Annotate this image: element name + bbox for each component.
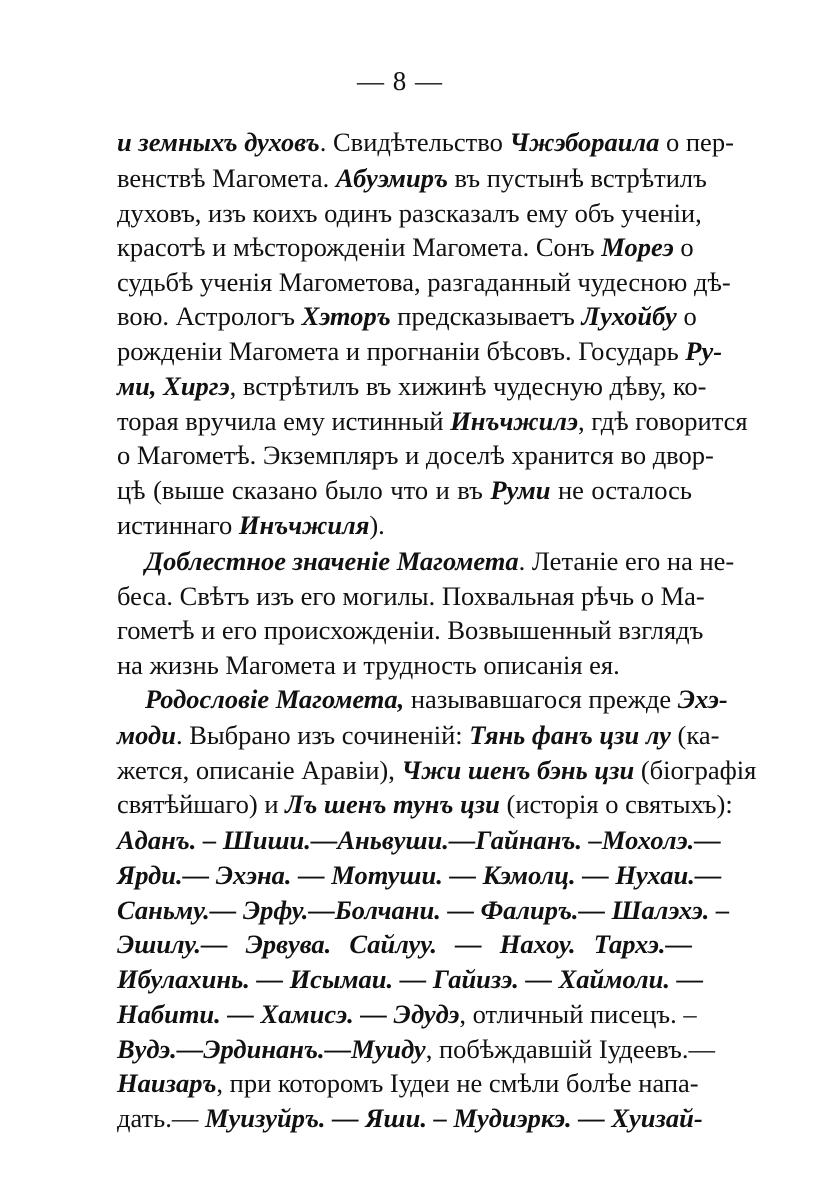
italic-name: Муизуйръ. — Яши. – Мудиэркэ. — Хуизай-	[204, 1103, 703, 1133]
italic-name: Ру-	[685, 336, 723, 366]
italic-name: Инъчжиля	[238, 510, 370, 540]
text-line	[117, 857, 722, 893]
text-line	[117, 507, 692, 543]
text-run: ).	[369, 510, 385, 540]
text-line	[117, 1031, 715, 1067]
text-line	[117, 892, 730, 928]
text-line	[117, 926, 692, 962]
page-number: — 8 —	[357, 66, 443, 96]
text-line	[117, 264, 731, 300]
text-run: святѣйшаго) и	[117, 789, 286, 819]
text-run: (біографія	[634, 755, 757, 785]
text-run: торая вручила ему истинный	[117, 406, 451, 436]
italic-name: Наизаръ	[117, 1068, 217, 1098]
italic-name: Аданъ. – Шиши.—Аньвуши.—Гайнанъ. –Мохолэ.—	[117, 825, 721, 855]
text-line	[117, 578, 705, 614]
text-run: (ка-	[670, 720, 720, 750]
text-run: истиннаго	[117, 510, 239, 540]
text-line	[117, 195, 702, 231]
text-line	[117, 1100, 703, 1136]
text-run: вою. Астрологъ	[117, 301, 302, 331]
italic-name: Доблестное значеніе Магомета	[145, 546, 519, 576]
italic-name: Мореэ	[601, 232, 674, 262]
text-run: о пер-	[659, 127, 734, 157]
italic-name: Лухойбу	[581, 301, 677, 331]
text-line	[117, 124, 734, 160]
text-line	[117, 437, 714, 473]
italic-name: Чжэбораила	[509, 127, 660, 157]
text-run: . Выбрано изъ сочиненій:	[175, 720, 470, 750]
text-run: судьбѣ ученія Магометова, разгаданный чудесною дѣ-	[117, 267, 731, 297]
italic-name: Ярди.— Эхэна. — Мотуши. — Кэмолц. — Нухаи.—	[117, 860, 722, 890]
text-run: беса. Свѣтъ изъ его могилы. Похвальная рѣчь о Ма-	[117, 581, 705, 611]
text-line	[117, 368, 707, 404]
italic-name: Чжи шенъ бэнь цзи	[401, 755, 635, 785]
italic-name: Эшилу.— Эрвува. Сайлуу. — Нахоу. Тархэ.—	[117, 929, 692, 959]
text-line	[117, 822, 721, 858]
text-line	[145, 681, 728, 717]
text-line	[117, 403, 748, 439]
italic-name: Вудэ.—Эрдинанъ.—Муиду	[117, 1034, 426, 1064]
text-run: венствѣ Магомета.	[117, 163, 336, 193]
text-line	[117, 996, 697, 1032]
text-run: жется, описаніе Аравіи),	[117, 755, 402, 785]
text-run: духовъ, изъ коихъ одинъ разсказалъ ему объ ученіи,	[117, 198, 702, 228]
text-line	[117, 752, 757, 788]
text-line	[117, 961, 704, 997]
text-run: , встрѣтилъ въ хижинѣ чудесную дѣву, ко-	[229, 371, 707, 401]
text-run: не осталось	[550, 475, 692, 505]
italic-name: ми, Хиргэ	[117, 371, 230, 401]
text-line	[117, 333, 723, 369]
text-line	[117, 472, 692, 508]
text-run: о	[673, 232, 694, 262]
text-run: . Летаніе его на не-	[518, 546, 735, 576]
italic-name: Набити. — Хамисэ. — Эдудэ	[117, 999, 460, 1029]
italic-name: и земныхъ духовъ	[117, 127, 320, 157]
text-line	[117, 786, 733, 822]
italic-name: моди	[117, 720, 176, 750]
italic-name: Тянь фанъ цзи лу	[469, 720, 671, 750]
italic-name: Хэторъ	[301, 301, 391, 331]
italic-name: Инъчжилэ	[450, 406, 578, 436]
italic-name: Лъ шенъ тунъ цзи	[285, 789, 500, 819]
text-line	[117, 160, 707, 196]
italic-name: Саньму.— Эрфу.—Болчани. — Фалиръ.— Шалэхэ. –	[117, 895, 730, 925]
text-run: о Магометѣ. Экземпляръ и доселѣ хранится во двор-	[117, 440, 714, 470]
text-run: предсказываетъ	[390, 301, 582, 331]
text-line	[117, 1065, 699, 1101]
text-line	[117, 647, 692, 683]
text-run: , гдѣ говорится	[577, 406, 748, 436]
italic-name: Ибулахинь. — Исымаи. — Гайизэ. — Хаймоли. —	[117, 964, 704, 994]
italic-name: Руми	[490, 475, 551, 505]
text-run: (исторія о святыхъ):	[499, 789, 733, 819]
text-run: гометѣ и его происхожденіи. Возвышенный взглядъ	[117, 615, 704, 645]
text-run: цѣ (выше сказано было что и въ	[117, 475, 491, 505]
text-line	[117, 717, 720, 753]
text-line	[117, 298, 697, 334]
text-run: , побѣждавшій Іудеевъ.—	[425, 1034, 715, 1064]
text-line	[145, 543, 735, 579]
text-run: о	[676, 301, 697, 331]
text-run: въ пустынѣ встрѣтилъ	[447, 163, 707, 193]
text-run: рожденіи Магомета и прогнаніи бѣсовъ. Государь	[117, 336, 686, 366]
italic-name: Абуэмиръ	[335, 163, 448, 193]
italic-name: Родословіе Магомета,	[145, 684, 405, 714]
text-run: называвшагося прежде	[404, 684, 678, 714]
text-line	[117, 612, 704, 648]
text-run: на жизнь Магомета и трудность описанія ея.	[117, 650, 620, 680]
text-run: , при которомъ Іудеи не смѣли болѣе напа-	[216, 1068, 699, 1098]
text-line	[117, 229, 692, 265]
text-run: . Свидѣтельство	[319, 127, 510, 157]
text-run: красотѣ и мѣсторожденіи Магомета. Сонъ	[117, 232, 602, 262]
text-run: , отличный писецъ. –	[459, 999, 697, 1029]
italic-name: Эхэ-	[677, 684, 728, 714]
text-run: дать.—	[117, 1103, 205, 1133]
